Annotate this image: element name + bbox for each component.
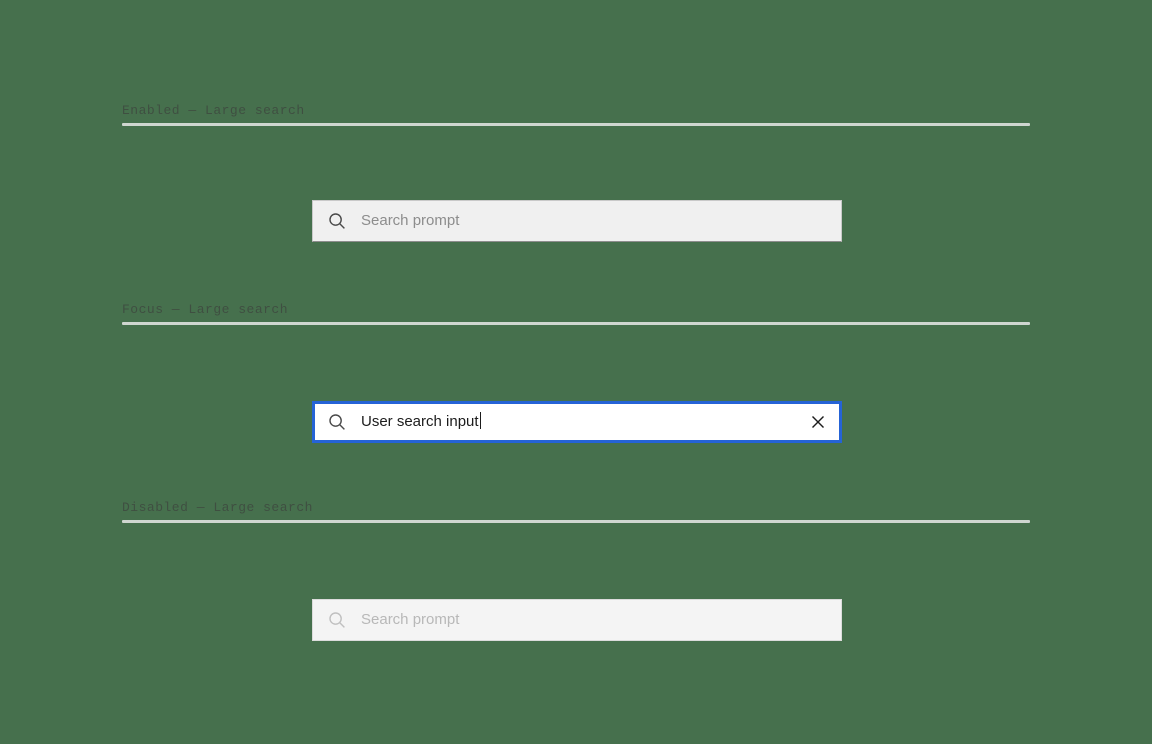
text-caret — [480, 412, 481, 429]
section-divider — [122, 322, 1030, 325]
section-header-enabled — [122, 104, 1030, 126]
search-input-enabled[interactable]: Search prompt — [361, 212, 460, 229]
section-title: Focus — Large search — [122, 302, 289, 317]
search-input-focus[interactable] — [361, 412, 807, 432]
search-disabled — [312, 599, 842, 641]
close-icon[interactable] — [807, 411, 829, 433]
search-icon — [327, 211, 347, 231]
search-enabled[interactable] — [312, 200, 842, 242]
search-field-enabled[interactable] — [312, 200, 842, 242]
section-header-disabled — [122, 501, 1030, 523]
search-icon — [327, 412, 347, 432]
section-title: Disabled — Large search — [122, 500, 313, 515]
search-field-disabled — [312, 599, 842, 641]
section-divider — [122, 520, 1030, 523]
search-field-focus[interactable] — [312, 401, 842, 443]
search-input-value: User search input — [361, 413, 479, 430]
search-icon — [327, 610, 347, 630]
section-header-focus — [122, 303, 1030, 325]
search-focus[interactable] — [312, 401, 842, 443]
section-divider — [122, 123, 1030, 126]
section-title: Enabled — Large search — [122, 103, 305, 118]
search-input-disabled: Search prompt — [361, 611, 460, 628]
